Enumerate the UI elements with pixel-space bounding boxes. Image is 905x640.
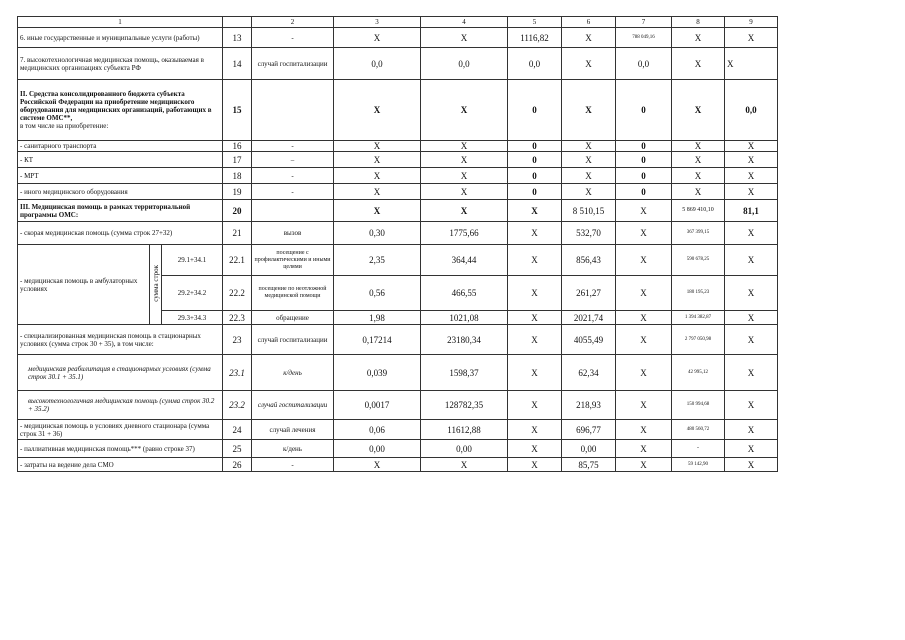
header-col-2-a	[223, 17, 252, 28]
cell-c9: X	[725, 355, 778, 391]
row-number: 17	[223, 152, 252, 168]
row-number: 19	[223, 184, 252, 200]
cell-c6: 261,27	[562, 276, 616, 311]
header-col-5: 5	[508, 17, 562, 28]
row-description: - затраты на ведение дела СМО	[18, 458, 223, 472]
cell-c4: 466,55	[421, 276, 508, 311]
cell-c3: X	[334, 28, 421, 48]
row-unit	[252, 200, 334, 222]
cell-c4: 1021,08	[421, 311, 508, 325]
cell-c3: X	[334, 152, 421, 168]
row-unit: к/день	[252, 440, 334, 458]
cell-c4: X	[421, 168, 508, 184]
cell-c3: X	[334, 200, 421, 222]
cell-c3: 0,0017	[334, 391, 421, 420]
cell-c9: 81,1	[725, 200, 778, 222]
cell-c3: 0,039	[334, 355, 421, 391]
row-reference: 29.1+34.1	[162, 245, 223, 276]
cell-c5: X	[508, 355, 562, 391]
cell-c6: X	[562, 28, 616, 48]
cell-c8: -	[672, 440, 725, 458]
cell-c5: 1116,82	[508, 28, 562, 48]
row-unit: обращение	[252, 311, 334, 325]
cell-c8: X	[672, 152, 725, 168]
cell-c4: X	[421, 152, 508, 168]
row-unit: -	[252, 141, 334, 152]
cell-c8: X	[672, 141, 725, 152]
cell-c3: 0,0	[334, 48, 421, 80]
cell-c9: X	[725, 276, 778, 311]
cell-c4: 1775,66	[421, 222, 508, 245]
cell-c9: X	[725, 458, 778, 472]
cell-c8: 480 560,72	[672, 420, 725, 440]
cell-c7: X	[616, 200, 672, 222]
header-col-4: 4	[421, 17, 508, 28]
cell-c8: 5 869 410,10	[672, 200, 725, 222]
row-description: - санитарного транспорта	[18, 141, 223, 152]
cell-c9: X	[725, 440, 778, 458]
row-description: 6. иные государственные и муниципальные услуги (работы)	[18, 28, 223, 48]
row-description: III. Медицинская помощь в рамках территориальной программы ОМС:	[18, 200, 223, 222]
cell-c8: 150 994,68	[672, 391, 725, 420]
cell-c9: X	[725, 391, 778, 420]
cell-c8: X	[672, 28, 725, 48]
table-row-23	[18, 325, 778, 355]
cell-c7: X	[616, 325, 672, 355]
section-subtitle: в том числе на приобретение:	[20, 122, 109, 130]
table-row-25	[18, 440, 778, 458]
cell-c9: X	[725, 245, 778, 276]
cell-c3: 0,56	[334, 276, 421, 311]
header-col-9: 9	[725, 17, 778, 28]
row-description: - МРТ	[18, 168, 223, 184]
header-col-3: 3	[334, 17, 421, 28]
table-row-15	[18, 80, 778, 141]
row-reference: 29.3+34.3	[162, 311, 223, 325]
header-col-6: 6	[562, 17, 616, 28]
cell-c8: 590 678,25	[672, 245, 725, 276]
cell-c8: 1 394 382,87	[672, 311, 725, 325]
row-unit: случай госпитализации	[252, 391, 334, 420]
row-number: 18	[223, 168, 252, 184]
cell-c7: X	[616, 458, 672, 472]
cell-c8: 42 995,12	[672, 355, 725, 391]
cell-c7: X	[616, 276, 672, 311]
cell-c9: X	[725, 141, 778, 152]
cell-c3: 0,17214	[334, 325, 421, 355]
cell-c3: X	[334, 458, 421, 472]
cell-c8: 2 797 050,98	[672, 325, 725, 355]
cell-c8: X	[672, 80, 725, 141]
table-row-20	[18, 200, 778, 222]
cell-c7: 0	[616, 80, 672, 141]
row-unit: случай госпитализации	[252, 325, 334, 355]
cell-c6: 532,70	[562, 222, 616, 245]
row-number: 24	[223, 420, 252, 440]
row-description	[18, 80, 223, 141]
row-number: 22.1	[223, 245, 252, 276]
cell-c6: 4055,49	[562, 325, 616, 355]
table-row-16	[18, 141, 778, 152]
row-description: - специализированная медицинская помощь в стационарных условиях (сумма строк 30 + 35), в том числе:	[18, 325, 223, 355]
cell-c6: X	[562, 152, 616, 168]
cell-c8: X	[672, 48, 725, 80]
cell-c5: 0	[508, 152, 562, 168]
table-row-22-1	[18, 245, 778, 276]
header-col-1: 1	[18, 17, 223, 28]
cell-c5: 0	[508, 141, 562, 152]
row-number: 20	[223, 200, 252, 222]
cell-c5: X	[508, 222, 562, 245]
cell-c6: 696,77	[562, 420, 616, 440]
header-col-2: 2	[252, 17, 334, 28]
row-number: 13	[223, 28, 252, 48]
cell-c5: X	[508, 200, 562, 222]
cell-c6: 85,75	[562, 458, 616, 472]
cell-c7: X	[616, 311, 672, 325]
cell-c9: X	[725, 28, 778, 48]
row-reference: 29.2+34.2	[162, 276, 223, 311]
row-number: 14	[223, 48, 252, 80]
sum-label-cell	[150, 245, 162, 325]
row-unit: к/день	[252, 355, 334, 391]
cell-c4: X	[421, 184, 508, 200]
cell-c4: X	[421, 80, 508, 141]
cell-c6: X	[562, 184, 616, 200]
row-unit: вызов	[252, 222, 334, 245]
row-number: 25	[223, 440, 252, 458]
table-row-19	[18, 184, 778, 200]
cell-c9: X	[725, 168, 778, 184]
row-unit: посещение с профилактическими и иными целями	[252, 245, 334, 276]
row-number: 26	[223, 458, 252, 472]
cell-c5: X	[508, 245, 562, 276]
row-number: 22.3	[223, 311, 252, 325]
cell-c6: 8 510,15	[562, 200, 616, 222]
cell-c7: X	[616, 222, 672, 245]
table-row-14	[18, 48, 778, 80]
row-description: - паллиативная медицинская помощь*** (равно строке 37)	[18, 440, 223, 458]
row-number: 23.2	[223, 391, 252, 420]
cell-c5: 0	[508, 80, 562, 141]
cell-c7: X	[616, 440, 672, 458]
cell-c6: 0,00	[562, 440, 616, 458]
cell-c3: 1,98	[334, 311, 421, 325]
budget-table	[17, 16, 778, 472]
cell-c7: 0	[616, 141, 672, 152]
cell-c3: 0,00	[334, 440, 421, 458]
row-number: 23.1	[223, 355, 252, 391]
table-row-23-1	[18, 355, 778, 391]
cell-c7: 0	[616, 184, 672, 200]
cell-c8: 59 142,90	[672, 458, 725, 472]
cell-c6: X	[562, 168, 616, 184]
cell-c4: X	[421, 200, 508, 222]
table-row-13	[18, 28, 778, 48]
row-unit: -	[252, 168, 334, 184]
cell-c7: X	[616, 391, 672, 420]
cell-c3: 0,30	[334, 222, 421, 245]
cell-c5: 0	[508, 168, 562, 184]
cell-c6: X	[562, 48, 616, 80]
row-description: - КТ	[18, 152, 223, 168]
cell-c3: 0,06	[334, 420, 421, 440]
row-description: медицинская реабилитация в стационарных условиях (сумма строк 30.1 + 35.1)	[18, 355, 223, 391]
table-row-21	[18, 222, 778, 245]
cell-c6: 2021,74	[562, 311, 616, 325]
cell-c9: X	[725, 184, 778, 200]
row-number: 21	[223, 222, 252, 245]
cell-c9: X	[725, 48, 778, 80]
cell-c5: X	[508, 311, 562, 325]
table-row-18	[18, 168, 778, 184]
cell-c7: 0	[616, 152, 672, 168]
cell-c8: 180 195,23	[672, 276, 725, 311]
cell-c9: X	[725, 420, 778, 440]
cell-c3: 2,35	[334, 245, 421, 276]
cell-c6: X	[562, 80, 616, 141]
cell-c6: 218,93	[562, 391, 616, 420]
row-number: 22.2	[223, 276, 252, 311]
cell-c4: X	[421, 141, 508, 152]
section-title: II. Средства консолидированного бюджета субъекта Российской Федерации на приобретение медицинского оборудования для медицинских организаций, работающих в системе ОМС**,	[20, 90, 212, 122]
cell-c5: X	[508, 391, 562, 420]
cell-c5: X	[508, 276, 562, 311]
cell-c6: X	[562, 141, 616, 152]
cell-c6: 62,34	[562, 355, 616, 391]
row-unit: случай лечения	[252, 420, 334, 440]
row-unit	[252, 80, 334, 141]
cell-c5: X	[508, 420, 562, 440]
cell-c4: X	[421, 458, 508, 472]
cell-c7: X	[616, 355, 672, 391]
cell-c7: 0,0	[616, 48, 672, 80]
cell-c3: X	[334, 141, 421, 152]
cell-c4: 364,44	[421, 245, 508, 276]
cell-c4: 0,0	[421, 48, 508, 80]
row-number: 16	[223, 141, 252, 152]
cell-c9: X	[725, 152, 778, 168]
cell-c4: 128782,35	[421, 391, 508, 420]
row-unit: -	[252, 28, 334, 48]
cell-c4: 23180,34	[421, 325, 508, 355]
cell-c4: 0,00	[421, 440, 508, 458]
cell-c5: X	[508, 458, 562, 472]
cell-c7: 788 049,16	[616, 28, 672, 48]
cell-c7: X	[616, 420, 672, 440]
cell-c5: 0	[508, 184, 562, 200]
row-unit: –	[252, 152, 334, 168]
cell-c3: X	[334, 80, 421, 141]
row-unit: случай госпитализации	[252, 48, 334, 80]
header-col-8: 8	[672, 17, 725, 28]
row-description: - медицинская помощь в условиях дневного стационара (сумма строк 31 + 36)	[18, 420, 223, 440]
cell-c5: X	[508, 440, 562, 458]
cell-c8: X	[672, 168, 725, 184]
cell-c9: X	[725, 311, 778, 325]
cell-c9: 0,0	[725, 80, 778, 141]
header-col-7: 7	[616, 17, 672, 28]
cell-c3: X	[334, 168, 421, 184]
row-description: - скорая медицинская помощь (сумма строк 27+32)	[18, 222, 223, 245]
row-description: - медицинская помощь в амбулаторных условиях	[18, 245, 150, 325]
table-row-17	[18, 152, 778, 168]
table-row-26	[18, 458, 778, 472]
sum-label: сумма строк	[152, 265, 160, 302]
cell-c5: X	[508, 325, 562, 355]
table-row-24	[18, 420, 778, 440]
row-unit: -	[252, 184, 334, 200]
cell-c6: 856,43	[562, 245, 616, 276]
cell-c7: 0	[616, 168, 672, 184]
cell-c8: X	[672, 184, 725, 200]
table-row-23-2	[18, 391, 778, 420]
cell-c4: X	[421, 28, 508, 48]
row-description: 7. высокотехнологичная медицинская помощь, оказываемая в медицинских организациях субъекта РФ	[18, 48, 223, 80]
row-number: 15	[223, 80, 252, 141]
cell-c9: X	[725, 222, 778, 245]
cell-c5: 0,0	[508, 48, 562, 80]
row-description: высокотехнологичная медицинская помощь (сумма строк 30.2 + 35.2)	[18, 391, 223, 420]
cell-c3: X	[334, 184, 421, 200]
cell-c8: 367 399,15	[672, 222, 725, 245]
row-unit: -	[252, 458, 334, 472]
cell-c4: 11612,88	[421, 420, 508, 440]
row-number: 23	[223, 325, 252, 355]
cell-c9: X	[725, 325, 778, 355]
header-row	[18, 17, 778, 28]
row-unit: посещение по неотложной медицинской помощи	[252, 276, 334, 311]
cell-c4: 1598,37	[421, 355, 508, 391]
cell-c7: X	[616, 245, 672, 276]
row-description: - иного медицинского оборудования	[18, 184, 223, 200]
